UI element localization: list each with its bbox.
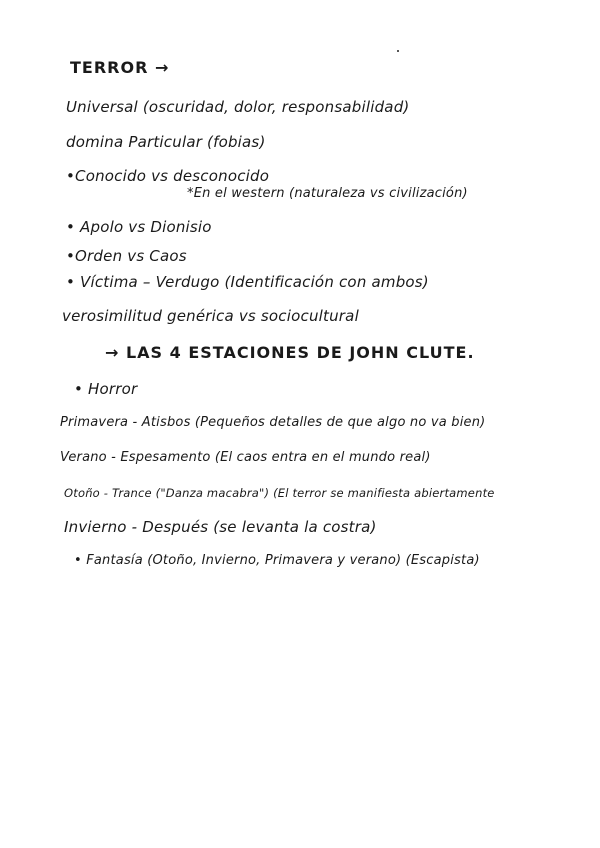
note-line-western: *En el western (naturaleza vs civilización) [187,186,468,201]
note-line-universal: Universal (oscuridad, dolor, responsabilidad) [66,98,410,116]
note-line-verano: Verano - Espesamento (El caos entra en el mundo real) [60,450,431,465]
note-line-particular: domina Particular (fobias) [66,133,266,151]
note-line-horror: • Horror [74,380,138,398]
note-line-verosimilitud: verosimilitud genérica vs sociocultural [62,307,359,325]
section-heading-clute: → LAS 4 ESTACIONES DE JOHN CLUTE. [105,343,475,362]
ink-speck [397,50,399,52]
note-line-orden: •Orden vs Caos [66,247,187,265]
note-line-conocido: •Conocido vs desconocido [66,167,270,185]
note-line-primavera: Primavera - Atisbos (Pequeños detalles de que algo no va bien) [60,415,486,430]
note-line-victima: • Víctima – Verdugo (Identificación con ambos) [66,273,429,291]
note-line-invierno: Invierno - Después (se levanta la costra) [64,518,377,536]
note-line-otono: Otoño - Trance ("Danza macabra") (El terror se manifiesta abiertamente [64,486,495,500]
note-line-apolo: • Apolo vs Dionisio [66,218,212,236]
note-title: TERROR → [70,58,170,77]
note-line-fantasia: • Fantasía (Otoño, Invierno, Primavera y verano) (Escapista) [74,553,480,568]
